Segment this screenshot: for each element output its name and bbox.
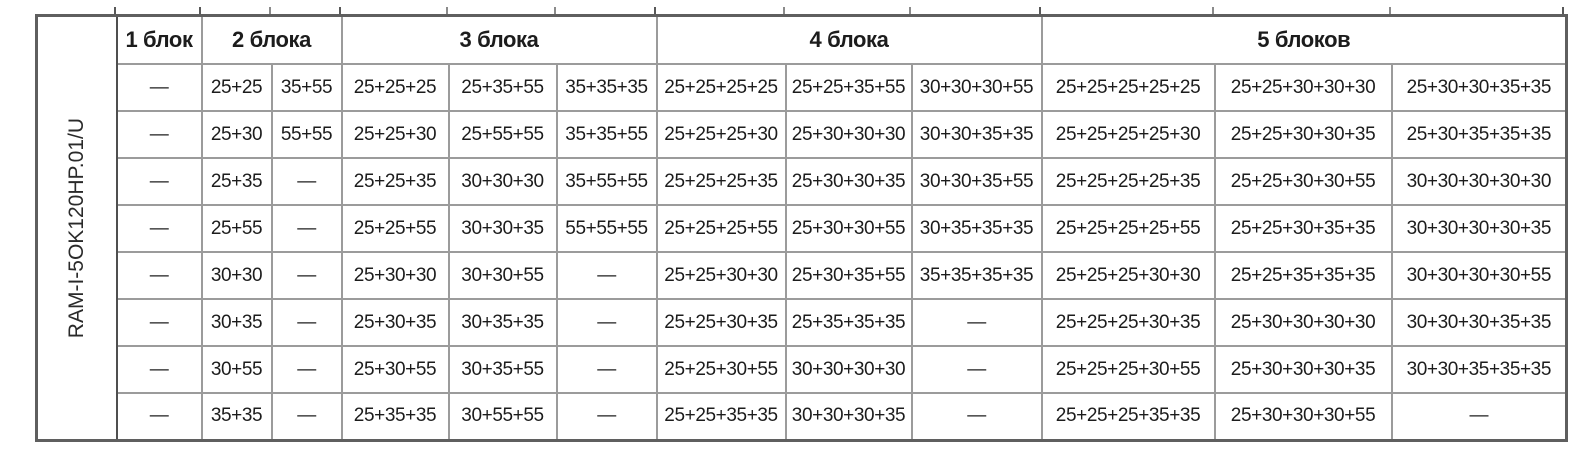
combo-cell: 25+30+35 (342, 299, 449, 346)
combo-cell: 30+30+55 (449, 252, 557, 299)
combo-cell: 25+25+30+35+35 (1215, 205, 1392, 252)
combo-cell: 30+55 (202, 346, 272, 393)
combo-cell: — (557, 346, 657, 393)
combo-cell: 25+25+25+55 (657, 205, 786, 252)
combo-cell: — (272, 393, 342, 440)
combo-cell: 25+25+30+30 (657, 252, 786, 299)
combo-cell: 25+35 (202, 158, 272, 205)
combo-cell: 25+25+25+30+55 (1042, 346, 1215, 393)
combo-cell: — (117, 346, 202, 393)
combo-cell: 25+25+30+30+30 (1215, 64, 1392, 111)
combo-cell: 25+30+30+30+35 (1215, 346, 1392, 393)
combo-cell: — (117, 252, 202, 299)
combo-cell: 35+55 (272, 64, 342, 111)
combo-cell: 25+30+30+55 (786, 205, 912, 252)
combo-cell: 25+55 (202, 205, 272, 252)
combo-cell: 25+25+25+25+55 (1042, 205, 1215, 252)
combo-cell: — (117, 158, 202, 205)
combo-cell: 30+30+35 (449, 205, 557, 252)
combo-cell: — (272, 205, 342, 252)
header-2-blocks: 2 блока (202, 16, 342, 65)
header-1-block: 1 блок (117, 16, 202, 65)
table-header-row (37, 16, 1567, 65)
combo-cell: 25+25+25+30+35 (1042, 299, 1215, 346)
combo-cell: 35+35+35+35 (912, 252, 1042, 299)
combo-cell: 55+55+55 (557, 205, 657, 252)
combo-cell: 30+55+55 (449, 393, 557, 440)
combo-cell: 25+55+55 (449, 111, 557, 158)
combo-cell: 25+25+25+25 (657, 64, 786, 111)
block-combinations-table (35, 14, 1568, 442)
combo-cell: 55+55 (272, 111, 342, 158)
combo-cell: 35+55+55 (557, 158, 657, 205)
combo-cell: 30+30 (202, 252, 272, 299)
combo-cell: 25+25+35+35 (657, 393, 786, 440)
combo-cell: 25+25+55 (342, 205, 449, 252)
table-row (37, 205, 1567, 252)
combo-cell: 25+30+30+30 (786, 111, 912, 158)
combo-cell: 25+25+25+30 (657, 111, 786, 158)
combo-cell: 25+35+35 (342, 393, 449, 440)
combo-cell: 25+25 (202, 64, 272, 111)
combo-cell: 30+35 (202, 299, 272, 346)
combo-cell: 25+25+30+55 (657, 346, 786, 393)
model-label: RAM-I-5OK120HP.01/U (65, 117, 89, 338)
combo-cell: — (1392, 393, 1567, 440)
table-row (37, 346, 1567, 393)
combo-cell: 30+30+30+30+30 (1392, 158, 1567, 205)
combo-cell: — (272, 346, 342, 393)
table-row (37, 299, 1567, 346)
combo-cell: 25+30+30 (342, 252, 449, 299)
combo-cell: — (117, 393, 202, 440)
combo-cell: 30+35+35 (449, 299, 557, 346)
header-5-blocks: 5 блоков (1042, 16, 1567, 65)
combo-cell: 30+30+35+35+35 (1392, 346, 1567, 393)
combo-cell: — (117, 64, 202, 111)
combo-cell: 25+30+35+35+35 (1392, 111, 1567, 158)
combo-cell: 25+30+30+30+55 (1215, 393, 1392, 440)
combo-cell: — (912, 393, 1042, 440)
combo-cell: 35+35 (202, 393, 272, 440)
combo-cell: — (557, 299, 657, 346)
combo-cell: 30+35+35+35 (912, 205, 1042, 252)
combo-cell: 25+25+25+25+25 (1042, 64, 1215, 111)
combo-cell: 25+25+35+35+35 (1215, 252, 1392, 299)
combo-cell: — (272, 252, 342, 299)
combo-cell: 25+25+30+30+35 (1215, 111, 1392, 158)
table-row (37, 393, 1567, 440)
table-row (37, 158, 1567, 205)
combo-cell: 25+25+35 (342, 158, 449, 205)
combo-cell: 25+30+30+30+30 (1215, 299, 1392, 346)
combo-cell: 25+30+30+35 (786, 158, 912, 205)
combo-cell: 30+30+30+30+35 (1392, 205, 1567, 252)
header-4-blocks: 4 блока (657, 16, 1042, 65)
combo-cell: 25+25+30+30+55 (1215, 158, 1392, 205)
combo-cell: 25+25+30+35 (657, 299, 786, 346)
combo-cell: — (912, 299, 1042, 346)
combo-cell: 35+35+35 (557, 64, 657, 111)
model-label-cell (37, 16, 117, 441)
combo-cell: 30+30+30+35 (786, 393, 912, 440)
combo-cell: — (557, 393, 657, 440)
combo-cell: 25+30 (202, 111, 272, 158)
table-row (37, 111, 1567, 158)
header-3-blocks: 3 блока (342, 16, 657, 65)
combo-cell: 25+25+30 (342, 111, 449, 158)
combo-cell: 30+30+30+55 (912, 64, 1042, 111)
combo-cell: — (117, 205, 202, 252)
combo-cell: 35+35+55 (557, 111, 657, 158)
combo-cell: 25+35+55 (449, 64, 557, 111)
combo-cell: 25+25+25+35 (657, 158, 786, 205)
combo-cell: 25+25+35+55 (786, 64, 912, 111)
combo-cell: 25+30+30+35+35 (1392, 64, 1567, 111)
combo-cell: 30+30+35+35 (912, 111, 1042, 158)
combo-cell: 25+35+35+35 (786, 299, 912, 346)
combo-cell: — (117, 299, 202, 346)
combo-cell: 25+25+25+30+30 (1042, 252, 1215, 299)
combo-cell: 30+30+30 (449, 158, 557, 205)
combo-cell: 30+35+55 (449, 346, 557, 393)
combo-cell: 25+25+25+25+30 (1042, 111, 1215, 158)
combo-cell: 25+30+55 (342, 346, 449, 393)
table-row (37, 64, 1567, 111)
combo-cell: 25+30+35+55 (786, 252, 912, 299)
combo-cell: — (272, 158, 342, 205)
combo-cell: 30+30+35+55 (912, 158, 1042, 205)
table-row (37, 252, 1567, 299)
combo-cell: — (557, 252, 657, 299)
combo-cell: 25+25+25 (342, 64, 449, 111)
combo-cell: 30+30+30+30+55 (1392, 252, 1567, 299)
combo-cell: 30+30+30+35+35 (1392, 299, 1567, 346)
combo-cell: — (912, 346, 1042, 393)
combo-cell: 25+25+25+35+35 (1042, 393, 1215, 440)
combo-cell: — (117, 111, 202, 158)
combo-cell: 30+30+30+30 (786, 346, 912, 393)
combo-cell: 25+25+25+25+35 (1042, 158, 1215, 205)
combo-cell: — (272, 299, 342, 346)
